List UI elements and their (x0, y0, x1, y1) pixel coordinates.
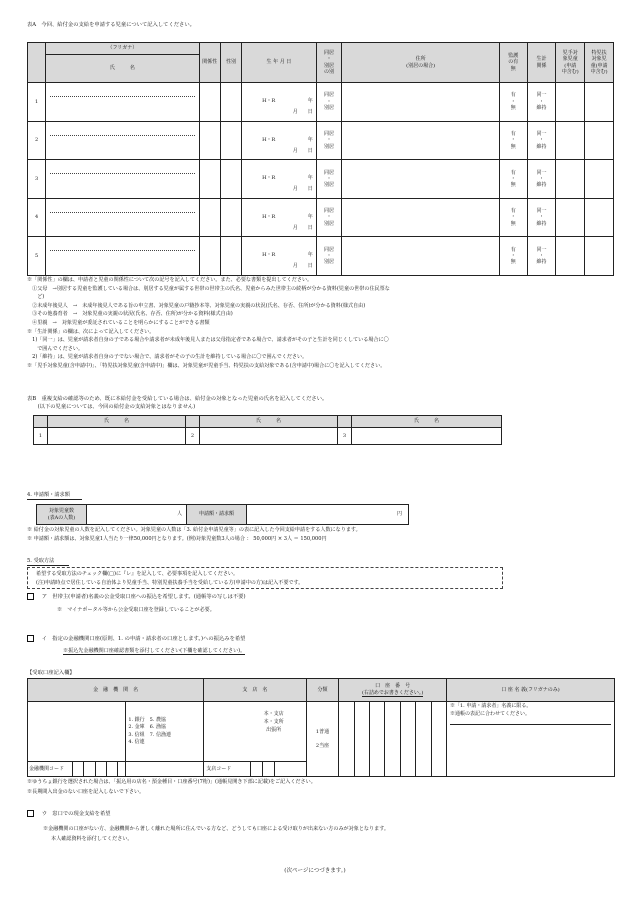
account-table (27, 678, 615, 777)
table-a (27, 42, 614, 276)
branch-name-field[interactable]: 本・支店 本・支所 出張所 (204, 702, 306, 762)
account-digit-5[interactable] (400, 702, 415, 777)
target-count-label: 対象児童数 (表Aの人数) (37, 505, 87, 525)
amount-label: 申請額・請求額 (187, 505, 247, 525)
account-number-header: 口 座 番 号 (右詰めでお書きください。) (339, 679, 447, 702)
account-type-field[interactable]: 1普通 2当座 (306, 702, 339, 777)
col-special-allowance: 特児扶 対象児 童(申請 中含む) (585, 43, 614, 83)
table-row: 5 H・R 年 月 日 同居 ・ 別居 有 ・ 無 同一 ・ 維持 (28, 237, 614, 276)
section-4-title: 4. 申請額・請求額 (27, 492, 70, 498)
bank-name-field[interactable] (28, 702, 126, 762)
birthdate-cell[interactable]: H・R 年 月 日 (242, 237, 317, 276)
birthdate-cell[interactable]: H・R 年 月 日 (242, 83, 317, 122)
birthdate-cell[interactable]: H・R 年 月 日 (242, 160, 317, 199)
birthdate-cell[interactable]: H・R 年 月 日 (242, 198, 317, 237)
name-cell[interactable] (46, 83, 199, 122)
account-digit-2[interactable] (354, 702, 369, 777)
name-cell[interactable] (46, 198, 199, 237)
prev-child-name-3[interactable] (352, 428, 502, 445)
table-row: 4 H・R 年 月 日 同居 ・ 別居 有 ・ 無 同一 ・ 維持 (28, 198, 614, 237)
col-birthdate: 生 年 月 日 (242, 43, 317, 83)
page-footer: (次ページにつづきます。) (284, 868, 346, 874)
option-i: イ 指定の金融機関口座(原則、1. の申請・請求者の口座とします。)への振込みを希望 (27, 635, 245, 643)
option-u: ウ 窓口での現金支給を希望 (27, 810, 111, 818)
col-livelihood: 生計 関係 (527, 43, 556, 83)
option-a: ア 世帯主(申請者)名義の公金受取口座への振込を希望します。(通帳等の写しは不要) (27, 593, 246, 601)
col-custody: 監護 の有 無 (499, 43, 527, 83)
option-u-checkbox[interactable] (27, 810, 34, 817)
branch-header: 支 店 名 (204, 679, 306, 702)
table-row: 1 H・R 年 月 日 同居 ・ 別居 有 ・ 無 同一 ・ 維持 (28, 83, 614, 122)
account-digit-4[interactable] (385, 702, 400, 777)
col-cohabit: 同居 ・ 別居 の別 (316, 43, 342, 83)
table-row: 3 H・R 年 月 日 同居 ・ 別居 有 ・ 無 同一 ・ 維持 (28, 160, 614, 199)
col-address: 住所 (別居の場合) (342, 43, 500, 83)
name-cell[interactable] (46, 121, 199, 160)
account-digit-3[interactable] (370, 702, 385, 777)
branch-code-field[interactable]: 支店コード (204, 762, 306, 777)
table-b: 氏 名 氏 名 氏 名 1 2 3 (33, 415, 502, 445)
section-5-title: 5. 受取方法 (27, 558, 55, 564)
account-digit-7[interactable] (431, 702, 446, 777)
table-a-caption: 表A 今回、給付金の支給を申請する児童について記入してください。 (27, 22, 195, 28)
birthdate-cell[interactable]: H・R 年 月 日 (242, 121, 317, 160)
bank-code-digit-1[interactable] (73, 762, 84, 777)
col-child-allowance: 児手対 象児童 (申請 中含む) (556, 43, 585, 83)
bank-name-header: 金 融 機 関 名 (28, 679, 204, 702)
col-name: 氏 名 (46, 55, 199, 83)
col-gender: 性別 (220, 43, 241, 83)
name-cell[interactable] (46, 237, 199, 276)
account-holder-header: 口 座 名 義(フリガナのみ) (446, 679, 614, 702)
table-b-caption: 表B 重複支給の確認等のため、既に本給付金を受給している場合は、給付金の対象となった児童の氏名を記入してください。 (27, 396, 328, 402)
account-type-header: 分類 (306, 679, 339, 702)
col-no (28, 43, 46, 83)
option-i-checkbox[interactable] (27, 635, 34, 642)
bank-code-digit-2[interactable] (84, 762, 95, 777)
instruction-box: 希望する受取方法のチェック欄(□)に『レ』を記入して、必要事項を記入してください。 (注)申請時点で居住している自治体より児童手当、特別児童扶養手当を受給している方(申請中の方)は記入不要です。 (27, 567, 503, 589)
bank-code-digit-4[interactable] (106, 762, 117, 777)
amount-table (36, 504, 409, 525)
option-a-checkbox[interactable] (27, 593, 34, 600)
prev-child-name-2[interactable] (200, 428, 338, 445)
prev-child-name-1[interactable] (48, 428, 186, 445)
account-digit-6[interactable] (416, 702, 431, 777)
account-digit-1[interactable] (339, 702, 354, 777)
table-b-caption-sub: (以下の児童については、今回の給付金の支給対象とはなりません) (27, 404, 196, 410)
bank-code-digit-3[interactable] (95, 762, 106, 777)
table-row: 2 H・R 年 月 日 同居 ・ 別居 有 ・ 無 同一 ・ 維持 (28, 121, 614, 160)
col-furigana: （フリガナ） (46, 43, 199, 55)
account-holder-field[interactable]: ※「1. 申請・請求者」名義に限る。 ※通帳の表記に合わせてください。 (446, 702, 614, 777)
bank-type-options[interactable]: 1. 銀行 5. 農協 2. 金庫 6. 漁協 3. 信組 7. 信漁連 4. 信連 (126, 702, 204, 762)
name-cell[interactable] (46, 160, 199, 199)
target-count-field[interactable]: 人 (87, 505, 187, 525)
amount-field[interactable]: 円 (247, 505, 409, 525)
table-a-notes: ※「関係性」の欄は、申請者と児童の関係性について次の記号を記入してください。また、必要な書類を提出してください。 ①父母 →別居する児童を監護している場合は、別居する児童が属する世帯の世帯主の氏名、児童からみた世帯主の続柄が分かる資料(児童の世帯の住民票な ど) ②未成年後見人 → 未成年後見人である旨の申立書、対象児童の戸籍抄本等、対象児童の実親の状況(氏名、存否、住所)が分かる資料(様式自由) ③その他養育者 → 対象児童の実親の状況(氏名、存否、住所)が分かる資料(様式自由) ④里親 → 対象児童が委託されていることを明らかにすることができる書類 ※「生計関係」の欄は、次によって記入してください。 1)「同一」は、児童が請求者自身の子である場合や請求者が未成年後見人または父母指定者である場合で、請求者がその子と生計を同じくしている場合に〇 で囲んでください。 2)「維持」は、児童が請求者自身の子でない場合で、請求者がその子の生計を維持している場合に〇で囲んでください。 ※「児手対象児童(含申請中)」、「特児扶対象児童(含申請中)」欄は、対象児童が児童手当、特児扶の支給対象である(含申請中)場合に〇を記入してください。 (27, 277, 390, 369)
bank-code-label: 金融機関コード (28, 762, 73, 777)
account-title: 【受取口座記入欄】 (27, 670, 75, 676)
col-relation: 関係性 (199, 43, 220, 83)
